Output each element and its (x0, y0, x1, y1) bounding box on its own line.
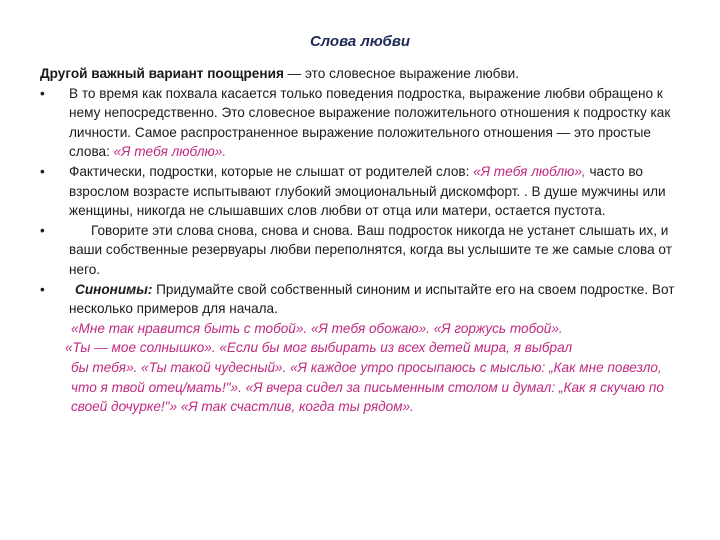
bullet-item (40, 162, 690, 221)
bullet-item (40, 280, 690, 319)
bullet-item (40, 221, 690, 280)
synonyms-label: Синонимы: (75, 281, 153, 297)
bullet-item (40, 84, 690, 162)
intro-paragraph (40, 64, 690, 84)
examples-line-continued: бы тебя». «Ты такой чудесный». «Я каждое утро просыпаюсь с мыслью: „Как мне повезло, что я твой отец/мать!"». «Я вчера сидел за письменным столом и думал: „Как я скучаю по своей дочурке!"» «Я так счастлив, когда ты рядом». (71, 359, 664, 415)
love-phrase-quote: «Я тебя люблю», (473, 163, 586, 179)
bullet-text: Говорите эти слова снова, снова и снова. Ваш подросток никогда не устанет слышать их, и ваши собственные резервуары любви переполнятся, когда вы услышите те же самые слова от него. (69, 222, 672, 277)
bullet-text-continued: часто во взрослом возрасте испытывают глубокий эмоциональный дискомфорт. . В душе мужчины или женщины, никогда не слышавших слов любви от отца или матери, остается пустота. (69, 163, 666, 219)
bullet-dot: • (40, 222, 45, 238)
bullet-text: В то время как похвала касается только поведения подростка, выражение любви обращено к нему непосредственно. Это словесное выражение положительного отношения к подростку как личности. Самое распространенное выражение положительного отношения — это простые слова: (69, 85, 671, 160)
examples-line: «Ты — мое солнышко». «Если бы мог выбирать из всех детей мира, я выбрал (65, 340, 573, 356)
slide-body (40, 64, 690, 417)
examples-block (40, 319, 690, 417)
bullet-text: Придумайте свой собственный синоним и испытайте его на своем подростке. Вот несколько примеров для начала. (69, 281, 675, 317)
love-phrase-quote: «Я тебя люблю». (113, 144, 227, 160)
bullet-dot: • (40, 85, 45, 101)
intro-bold-text: Другой важный вариант поощрения (40, 66, 284, 81)
bullet-dot: • (40, 281, 45, 297)
slide-title: Слова любви (309, 33, 411, 50)
bullet-dot: • (40, 163, 45, 179)
bullet-text: Фактически, подростки, которые не слышат от родителей слов: (69, 163, 474, 179)
intro-text: — это словесное выражение любви. (283, 66, 520, 81)
examples-line: «Мне так нравится быть с тобой». «Я тебя обожаю». «Я горжусь тобой». (71, 320, 563, 336)
